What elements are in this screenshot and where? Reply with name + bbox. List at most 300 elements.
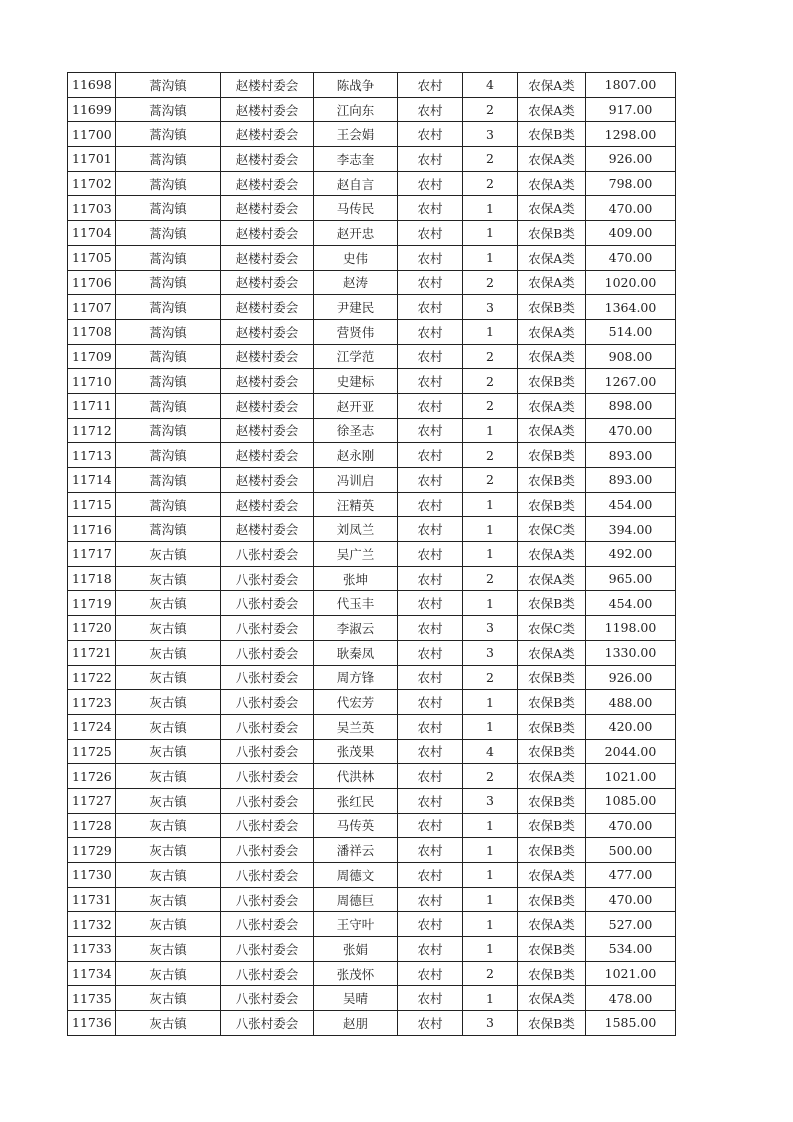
cell-name: 赵自言 [314,171,398,196]
table-row [68,986,676,1011]
cell-insurance-category: 农保A类 [518,73,586,98]
cell-insurance-category: 农保A类 [518,147,586,172]
cell-insurance-category: 农保C类 [518,517,586,542]
cell-record-id: 11701 [68,147,116,172]
cell-record-id: 11730 [68,863,116,888]
table-row [68,912,676,937]
cell-family-size: 1 [463,492,518,517]
cell-town: 灰古镇 [116,961,221,986]
cell-household-type: 农村 [398,986,463,1011]
cell-village-committee: 八张村委会 [221,912,314,937]
cell-household-type: 农村 [398,73,463,98]
cell-family-size: 2 [463,369,518,394]
cell-village-committee: 八张村委会 [221,937,314,962]
table-body [68,73,676,1036]
cell-village-committee: 八张村委会 [221,714,314,739]
cell-family-size: 2 [463,393,518,418]
cell-name: 周方锋 [314,665,398,690]
cell-village-committee: 八张村委会 [221,863,314,888]
cell-insurance-category: 农保B类 [518,443,586,468]
cell-insurance-category: 农保B类 [518,887,586,912]
cell-name: 代玉丰 [314,591,398,616]
cell-insurance-category: 农保A类 [518,542,586,567]
cell-family-size: 4 [463,739,518,764]
table-row [68,492,676,517]
cell-village-committee: 赵楼村委会 [221,147,314,172]
cell-town: 蒿沟镇 [116,147,221,172]
cell-family-size: 2 [463,270,518,295]
cell-insurance-category: 农保B类 [518,369,586,394]
cell-town: 蒿沟镇 [116,443,221,468]
cell-name: 吴广兰 [314,542,398,567]
cell-village-committee: 赵楼村委会 [221,171,314,196]
cell-village-committee: 八张村委会 [221,665,314,690]
cell-village-committee: 赵楼村委会 [221,369,314,394]
cell-family-size: 1 [463,690,518,715]
cell-village-committee: 赵楼村委会 [221,97,314,122]
cell-household-type: 农村 [398,468,463,493]
cell-household-type: 农村 [398,591,463,616]
cell-name: 汪精英 [314,492,398,517]
cell-insurance-category: 农保A类 [518,393,586,418]
cell-household-type: 农村 [398,961,463,986]
cell-amount: 534.00 [586,937,676,962]
cell-village-committee: 八张村委会 [221,1011,314,1036]
cell-village-committee: 赵楼村委会 [221,319,314,344]
cell-record-id: 11720 [68,616,116,641]
cell-town: 灰古镇 [116,838,221,863]
table-row [68,344,676,369]
cell-village-committee: 八张村委会 [221,813,314,838]
cell-name: 赵开亚 [314,393,398,418]
cell-family-size: 1 [463,912,518,937]
cell-village-committee: 八张村委会 [221,788,314,813]
cell-insurance-category: 农保A类 [518,640,586,665]
cell-record-id: 11713 [68,443,116,468]
cell-village-committee: 八张村委会 [221,542,314,567]
cell-household-type: 农村 [398,788,463,813]
cell-household-type: 农村 [398,887,463,912]
cell-name: 潘祥云 [314,838,398,863]
cell-name: 冯训启 [314,468,398,493]
cell-insurance-category: 农保A类 [518,344,586,369]
cell-town: 灰古镇 [116,887,221,912]
cell-record-id: 11725 [68,739,116,764]
cell-family-size: 1 [463,221,518,246]
table-row [68,788,676,813]
cell-household-type: 农村 [398,690,463,715]
cell-village-committee: 八张村委会 [221,640,314,665]
cell-record-id: 11708 [68,319,116,344]
cell-insurance-category: 农保B类 [518,788,586,813]
cell-household-type: 农村 [398,295,463,320]
cell-town: 蒿沟镇 [116,97,221,122]
cell-family-size: 1 [463,517,518,542]
table-row [68,270,676,295]
cell-village-committee: 赵楼村委会 [221,418,314,443]
cell-family-size: 3 [463,788,518,813]
cell-record-id: 11702 [68,171,116,196]
cell-insurance-category: 农保A类 [518,912,586,937]
cell-amount: 1364.00 [586,295,676,320]
cell-record-id: 11710 [68,369,116,394]
table-row [68,171,676,196]
cell-family-size: 2 [463,443,518,468]
cell-amount: 917.00 [586,97,676,122]
cell-name: 马传英 [314,813,398,838]
cell-family-size: 3 [463,122,518,147]
cell-amount: 394.00 [586,517,676,542]
cell-town: 灰古镇 [116,813,221,838]
cell-town: 蒿沟镇 [116,517,221,542]
cell-amount: 470.00 [586,418,676,443]
cell-household-type: 农村 [398,418,463,443]
cell-name: 赵涛 [314,270,398,295]
cell-town: 蒿沟镇 [116,171,221,196]
cell-town: 灰古镇 [116,542,221,567]
cell-family-size: 2 [463,344,518,369]
cell-household-type: 农村 [398,245,463,270]
cell-name: 营贤伟 [314,319,398,344]
cell-amount: 470.00 [586,245,676,270]
cell-family-size: 2 [463,665,518,690]
cell-village-committee: 赵楼村委会 [221,122,314,147]
cell-insurance-category: 农保A类 [518,418,586,443]
cell-insurance-category: 农保A类 [518,196,586,221]
table-row [68,690,676,715]
cell-amount: 1021.00 [586,961,676,986]
cell-family-size: 2 [463,961,518,986]
cell-family-size: 2 [463,566,518,591]
cell-name: 李淑云 [314,616,398,641]
cell-amount: 1198.00 [586,616,676,641]
cell-household-type: 农村 [398,369,463,394]
cell-name: 江向东 [314,97,398,122]
cell-household-type: 农村 [398,270,463,295]
cell-town: 灰古镇 [116,591,221,616]
cell-insurance-category: 农保A类 [518,986,586,1011]
cell-record-id: 11732 [68,912,116,937]
cell-town: 蒿沟镇 [116,196,221,221]
cell-amount: 488.00 [586,690,676,715]
cell-amount: 1585.00 [586,1011,676,1036]
cell-record-id: 11714 [68,468,116,493]
cell-record-id: 11715 [68,492,116,517]
cell-town: 灰古镇 [116,937,221,962]
table-row [68,393,676,418]
table-row [68,739,676,764]
cell-amount: 470.00 [586,887,676,912]
cell-town: 灰古镇 [116,714,221,739]
cell-town: 蒿沟镇 [116,295,221,320]
cell-insurance-category: 农保A类 [518,270,586,295]
cell-village-committee: 八张村委会 [221,838,314,863]
cell-family-size: 1 [463,591,518,616]
table-row [68,295,676,320]
cell-insurance-category: 农保B类 [518,813,586,838]
cell-insurance-category: 农保A类 [518,97,586,122]
cell-family-size: 2 [463,171,518,196]
cell-household-type: 农村 [398,1011,463,1036]
cell-insurance-category: 农保B类 [518,295,586,320]
cell-record-id: 11703 [68,196,116,221]
cell-name: 江学范 [314,344,398,369]
cell-name: 张茂果 [314,739,398,764]
cell-family-size: 2 [463,97,518,122]
cell-family-size: 3 [463,295,518,320]
cell-household-type: 农村 [398,616,463,641]
cell-household-type: 农村 [398,665,463,690]
cell-amount: 1807.00 [586,73,676,98]
cell-family-size: 1 [463,986,518,1011]
cell-amount: 420.00 [586,714,676,739]
cell-amount: 898.00 [586,393,676,418]
cell-amount: 1020.00 [586,270,676,295]
cell-record-id: 11704 [68,221,116,246]
cell-insurance-category: 农保B类 [518,714,586,739]
cell-town: 蒿沟镇 [116,221,221,246]
cell-village-committee: 八张村委会 [221,764,314,789]
cell-village-committee: 赵楼村委会 [221,492,314,517]
table-row [68,468,676,493]
cell-household-type: 农村 [398,912,463,937]
cell-amount: 470.00 [586,196,676,221]
cell-town: 灰古镇 [116,690,221,715]
cell-amount: 477.00 [586,863,676,888]
cell-town: 灰古镇 [116,788,221,813]
cell-village-committee: 赵楼村委会 [221,344,314,369]
cell-insurance-category: 农保C类 [518,616,586,641]
cell-record-id: 11722 [68,665,116,690]
cell-village-committee: 八张村委会 [221,690,314,715]
cell-insurance-category: 农保B类 [518,221,586,246]
cell-insurance-category: 农保B类 [518,591,586,616]
cell-record-id: 11711 [68,393,116,418]
cell-record-id: 11712 [68,418,116,443]
cell-village-committee: 八张村委会 [221,887,314,912]
cell-amount: 798.00 [586,171,676,196]
cell-household-type: 农村 [398,714,463,739]
cell-household-type: 农村 [398,542,463,567]
cell-town: 灰古镇 [116,665,221,690]
cell-insurance-category: 农保B类 [518,838,586,863]
cell-record-id: 11736 [68,1011,116,1036]
cell-record-id: 11726 [68,764,116,789]
cell-name: 马传民 [314,196,398,221]
table-row [68,838,676,863]
cell-insurance-category: 农保B类 [518,739,586,764]
cell-amount: 500.00 [586,838,676,863]
cell-record-id: 11719 [68,591,116,616]
cell-insurance-category: 农保B类 [518,468,586,493]
cell-household-type: 农村 [398,443,463,468]
cell-name: 李志奎 [314,147,398,172]
cell-name: 耿秦凤 [314,640,398,665]
cell-amount: 514.00 [586,319,676,344]
cell-amount: 965.00 [586,566,676,591]
cell-amount: 893.00 [586,443,676,468]
table-row [68,714,676,739]
cell-household-type: 农村 [398,319,463,344]
cell-family-size: 1 [463,813,518,838]
cell-record-id: 11733 [68,937,116,962]
cell-record-id: 11706 [68,270,116,295]
cell-amount: 492.00 [586,542,676,567]
cell-name: 史建标 [314,369,398,394]
cell-town: 灰古镇 [116,739,221,764]
table-row [68,122,676,147]
cell-insurance-category: 农保B类 [518,122,586,147]
cell-village-committee: 赵楼村委会 [221,245,314,270]
cell-family-size: 2 [463,764,518,789]
cell-family-size: 2 [463,147,518,172]
cell-name: 张茂怀 [314,961,398,986]
cell-household-type: 农村 [398,566,463,591]
cell-town: 蒿沟镇 [116,492,221,517]
cell-family-size: 2 [463,468,518,493]
cell-family-size: 4 [463,73,518,98]
cell-family-size: 3 [463,1011,518,1036]
cell-village-committee: 赵楼村委会 [221,393,314,418]
cell-village-committee: 赵楼村委会 [221,73,314,98]
cell-town: 蒿沟镇 [116,369,221,394]
cell-household-type: 农村 [398,813,463,838]
cell-family-size: 1 [463,245,518,270]
cell-village-committee: 八张村委会 [221,616,314,641]
cell-name: 张红民 [314,788,398,813]
cell-record-id: 11705 [68,245,116,270]
cell-household-type: 农村 [398,739,463,764]
cell-town: 灰古镇 [116,1011,221,1036]
cell-record-id: 11716 [68,517,116,542]
cell-name: 陈战争 [314,73,398,98]
cell-family-size: 1 [463,937,518,962]
cell-insurance-category: 农保B类 [518,492,586,517]
cell-insurance-category: 农保B类 [518,690,586,715]
cell-town: 蒿沟镇 [116,393,221,418]
cell-amount: 454.00 [586,492,676,517]
cell-village-committee: 八张村委会 [221,591,314,616]
cell-household-type: 农村 [398,937,463,962]
cell-name: 赵永刚 [314,443,398,468]
cell-name: 张坤 [314,566,398,591]
cell-amount: 527.00 [586,912,676,937]
cell-insurance-category: 农保B类 [518,665,586,690]
cell-village-committee: 八张村委会 [221,986,314,1011]
cell-record-id: 11731 [68,887,116,912]
cell-record-id: 11707 [68,295,116,320]
table-row [68,764,676,789]
cell-family-size: 1 [463,887,518,912]
table-row [68,418,676,443]
cell-record-id: 11709 [68,344,116,369]
cell-town: 灰古镇 [116,912,221,937]
cell-amount: 1021.00 [586,764,676,789]
cell-household-type: 农村 [398,863,463,888]
cell-record-id: 11735 [68,986,116,1011]
cell-household-type: 农村 [398,393,463,418]
cell-amount: 478.00 [586,986,676,1011]
cell-record-id: 11734 [68,961,116,986]
cell-town: 灰古镇 [116,640,221,665]
cell-town: 蒿沟镇 [116,344,221,369]
cell-village-committee: 八张村委会 [221,961,314,986]
table-row [68,245,676,270]
cell-village-committee: 赵楼村委会 [221,468,314,493]
cell-town: 灰古镇 [116,986,221,1011]
cell-household-type: 农村 [398,492,463,517]
cell-record-id: 11721 [68,640,116,665]
cell-record-id: 11724 [68,714,116,739]
cell-household-type: 农村 [398,640,463,665]
table-row [68,221,676,246]
cell-household-type: 农村 [398,196,463,221]
table-row [68,665,676,690]
table-row [68,591,676,616]
table-row [68,319,676,344]
cell-amount: 926.00 [586,147,676,172]
cell-name: 代宏芳 [314,690,398,715]
cell-record-id: 11727 [68,788,116,813]
table-row [68,887,676,912]
table-row [68,517,676,542]
cell-record-id: 11718 [68,566,116,591]
cell-village-committee: 赵楼村委会 [221,270,314,295]
cell-town: 灰古镇 [116,764,221,789]
cell-insurance-category: 农保A类 [518,566,586,591]
cell-amount: 409.00 [586,221,676,246]
cell-amount: 893.00 [586,468,676,493]
cell-household-type: 农村 [398,764,463,789]
cell-amount: 2044.00 [586,739,676,764]
table-row [68,813,676,838]
cell-insurance-category: 农保A类 [518,245,586,270]
table-row [68,640,676,665]
cell-record-id: 11728 [68,813,116,838]
cell-amount: 454.00 [586,591,676,616]
cell-name: 赵开忠 [314,221,398,246]
table-row [68,196,676,221]
cell-name: 吴兰英 [314,714,398,739]
cell-amount: 470.00 [586,813,676,838]
cell-household-type: 农村 [398,171,463,196]
cell-household-type: 农村 [398,344,463,369]
cell-amount: 926.00 [586,665,676,690]
cell-amount: 908.00 [586,344,676,369]
table-row [68,566,676,591]
cell-village-committee: 赵楼村委会 [221,196,314,221]
table-row [68,937,676,962]
cell-amount: 1298.00 [586,122,676,147]
cell-name: 尹建民 [314,295,398,320]
cell-family-size: 1 [463,714,518,739]
cell-insurance-category: 农保B类 [518,1011,586,1036]
cell-record-id: 11723 [68,690,116,715]
cell-village-committee: 赵楼村委会 [221,443,314,468]
cell-town: 灰古镇 [116,616,221,641]
cell-name: 代洪林 [314,764,398,789]
cell-village-committee: 赵楼村委会 [221,295,314,320]
cell-town: 蒿沟镇 [116,245,221,270]
cell-family-size: 1 [463,196,518,221]
cell-family-size: 1 [463,542,518,567]
table-row [68,147,676,172]
table-row [68,542,676,567]
subsidy-table [67,72,676,1036]
cell-record-id: 11717 [68,542,116,567]
cell-town: 蒿沟镇 [116,468,221,493]
cell-family-size: 1 [463,319,518,344]
